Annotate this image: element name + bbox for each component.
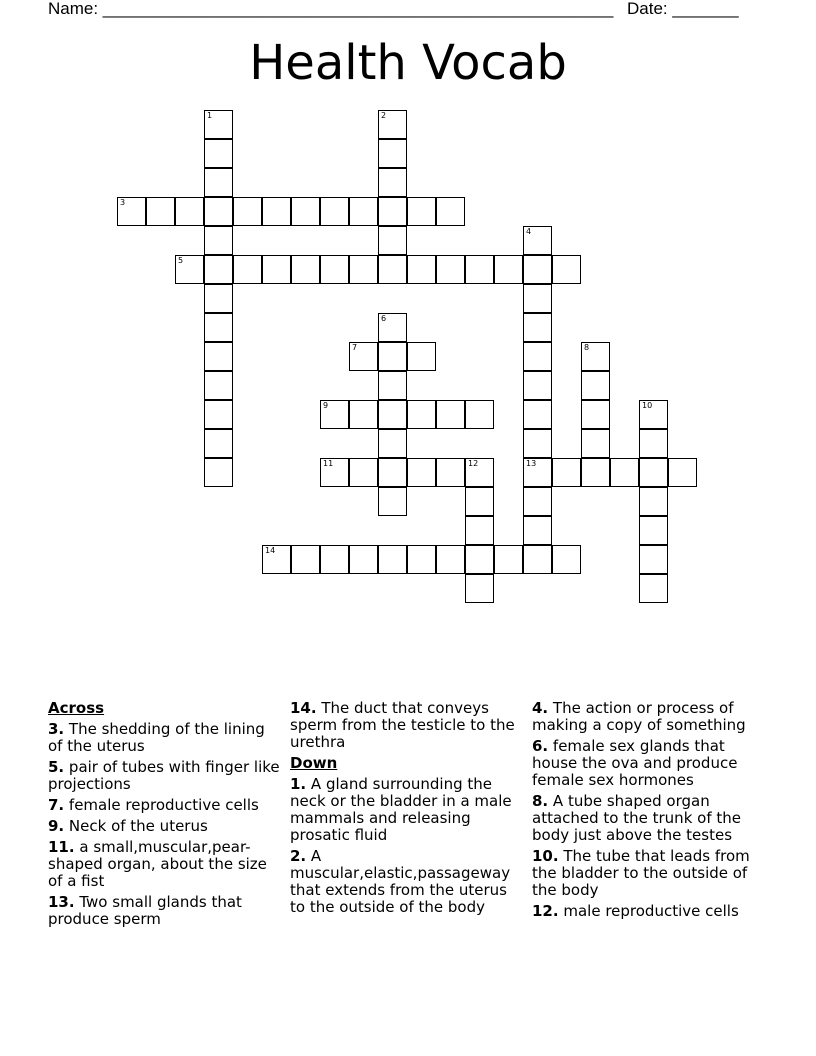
clue-down-1 [290,776,526,844]
grid-cell[interactable] [291,545,320,574]
grid-cell[interactable] [523,545,552,574]
grid-cell[interactable] [175,255,204,284]
clue-number-label: 3 [120,198,126,207]
grid-cell[interactable] [378,168,407,197]
grid-cell[interactable] [291,255,320,284]
grid-cell[interactable] [378,429,407,458]
grid-cell[interactable] [204,197,233,226]
clue-down-8 [532,793,768,844]
grid-cell[interactable] [407,342,436,371]
grid-cell[interactable] [494,255,523,284]
grid-cell[interactable] [436,458,465,487]
clue-number: 1. [290,775,307,793]
grid-cell[interactable] [378,545,407,574]
clue-number: 9. [48,817,65,835]
grid-cell[interactable] [523,371,552,400]
grid-cell[interactable] [465,255,494,284]
clues-column-2 [290,700,526,920]
grid-cell[interactable] [407,458,436,487]
grid-cell[interactable] [320,458,349,487]
clue-number: 5. [48,758,65,776]
clues-column-1 [48,700,284,932]
clue-number-label: 4 [526,227,532,236]
clue-number-label: 9 [323,401,329,410]
grid-cell[interactable] [320,255,349,284]
grid-cell[interactable] [523,429,552,458]
grid-cell[interactable] [552,458,581,487]
clue-number-label: 14 [265,546,276,555]
grid-cell[interactable] [204,342,233,371]
grid-cell[interactable] [465,516,494,545]
grid-cell[interactable] [233,197,262,226]
grid-cell[interactable] [291,197,320,226]
clue-across-3 [48,721,284,755]
grid-cell[interactable] [378,197,407,226]
clue-number: 8. [532,792,549,810]
clue-number-label: 7 [352,343,358,352]
grid-cell[interactable] [494,545,523,574]
grid-cell[interactable] [204,400,233,429]
clue-number: 13. [48,893,75,911]
grid-cell[interactable] [436,197,465,226]
clue-down-2 [290,848,526,916]
grid-cell[interactable] [523,284,552,313]
grid-cell[interactable] [523,516,552,545]
clue-number-label: 8 [584,343,590,352]
grid-cell[interactable] [320,545,349,574]
grid-cell[interactable] [262,255,291,284]
grid-cell[interactable] [407,197,436,226]
grid-cell[interactable] [639,458,668,487]
name-field[interactable]: Name: ______________________________________________________ [48,0,614,18]
clue-text: female reproductive cells [68,796,259,814]
grid-cell[interactable] [581,371,610,400]
across-heading: Across [48,699,105,717]
grid-cell[interactable] [378,139,407,168]
clue-number: 11. [48,838,75,856]
grid-cell[interactable] [117,197,146,226]
clue-number-label: 2 [381,111,387,120]
grid-cell[interactable] [204,371,233,400]
grid-cell[interactable] [262,197,291,226]
grid-cell[interactable] [407,400,436,429]
grid-cell[interactable] [465,545,494,574]
clue-text: female sex glands that house the ova and produce female sex hormones [532,737,738,789]
clue-number: 12. [532,902,559,920]
grid-cell[interactable] [523,400,552,429]
grid-cell[interactable] [378,110,407,139]
grid-cell[interactable] [639,574,668,603]
clue-text: The duct that conveys sperm from the testicle to the urethra [290,699,515,751]
grid-cell[interactable] [204,429,233,458]
grid-cell[interactable] [639,545,668,574]
grid-cell[interactable] [204,284,233,313]
grid-cell[interactable] [262,545,291,574]
clue-across-7 [48,797,284,814]
grid-cell[interactable] [204,313,233,342]
clue-across-5 [48,759,284,793]
clue-text: The action or process of making a copy of something [532,699,746,734]
grid-cell[interactable] [639,487,668,516]
clue-across-14 [290,700,526,751]
clue-text: The tube that leads from the bladder to the outside of the body [532,847,750,899]
clue-number-label: 13 [526,459,537,468]
clue-text: A gland surrounding the neck or the bladder in a male mammals and releasing prosatic fluid [290,775,512,844]
grid-cell[interactable] [523,226,552,255]
grid-cell[interactable] [349,197,378,226]
grid-cell[interactable] [233,255,262,284]
clue-number-label: 11 [323,459,334,468]
page-title: Health Vocab [249,35,567,91]
clue-number-label: 1 [207,111,213,120]
grid-cell[interactable] [610,458,639,487]
grid-cell[interactable] [378,400,407,429]
clue-text: a small,muscular,pear-shaped organ, about the size of a fist [48,838,267,890]
grid-cell[interactable] [581,458,610,487]
grid-cell[interactable] [349,400,378,429]
clue-number-label: 6 [381,314,387,323]
clue-across-9 [48,818,284,835]
grid-cell[interactable] [349,342,378,371]
clue-text: Neck of the uterus [68,817,208,835]
clue-text: male reproductive cells [563,902,739,920]
grid-cell[interactable] [204,255,233,284]
grid-cell[interactable] [668,458,697,487]
grid-cell[interactable] [146,197,175,226]
grid-cell[interactable] [465,458,494,487]
clue-down-10 [532,848,768,899]
clue-number: 7. [48,796,65,814]
grid-cell[interactable] [639,429,668,458]
grid-cell[interactable] [639,400,668,429]
clue-across-11 [48,839,284,890]
grid-cell[interactable] [349,545,378,574]
clue-text: A tube shaped organ attached to the trunk of the body just above the testes [532,792,741,844]
clue-down-12 [532,903,768,920]
clue-text: Two small glands that produce sperm [48,893,242,928]
clues-column-3 [532,700,768,924]
clue-text: pair of tubes with finger like projections [48,758,280,793]
grid-cell[interactable] [378,313,407,342]
grid-cell[interactable] [204,458,233,487]
grid-cell[interactable] [523,458,552,487]
grid-cell[interactable] [204,139,233,168]
clue-number: 3. [48,720,65,738]
grid-cell[interactable] [436,255,465,284]
clue-text: A muscular,elastic,passageway that extends from the uterus to the outside of the body [290,847,511,916]
grid-cell[interactable] [523,313,552,342]
grid-cell[interactable] [320,197,349,226]
grid-cell[interactable] [204,110,233,139]
clue-down-6 [532,738,768,789]
grid-cell[interactable] [436,400,465,429]
clue-number: 10. [532,847,559,865]
grid-cell[interactable] [639,516,668,545]
grid-cell[interactable] [581,342,610,371]
grid-cell[interactable] [204,168,233,197]
grid-cell[interactable] [378,342,407,371]
clue-number: 14. [290,699,317,717]
date-field[interactable]: Date: _______ [627,0,739,18]
grid-cell[interactable] [523,342,552,371]
clue-number: 2. [290,847,307,865]
down-heading: Down [290,754,338,772]
grid-cell[interactable] [465,574,494,603]
grid-cell[interactable] [204,226,233,255]
grid-cell[interactable] [465,400,494,429]
clue-text: The shedding of the lining of the uterus [48,720,265,755]
clue-number: 4. [532,699,549,717]
clue-number-label: 12 [468,459,479,468]
clue-number: 6. [532,737,549,755]
grid-cell[interactable] [523,255,552,284]
grid-cell[interactable] [378,458,407,487]
clue-number-label: 5 [178,256,184,265]
grid-cell[interactable] [581,429,610,458]
grid-cell[interactable] [523,487,552,516]
grid-cell[interactable] [175,197,204,226]
grid-cell[interactable] [407,545,436,574]
grid-cell[interactable] [378,371,407,400]
grid-cell[interactable] [552,545,581,574]
grid-cell[interactable] [349,255,378,284]
grid-cell[interactable] [378,226,407,255]
clue-across-13 [48,894,284,928]
grid-cell[interactable] [320,400,349,429]
grid-cell[interactable] [349,458,378,487]
grid-cell[interactable] [552,255,581,284]
grid-cell[interactable] [378,487,407,516]
grid-cell[interactable] [378,255,407,284]
clue-number-label: 10 [642,401,653,410]
grid-cell[interactable] [436,545,465,574]
grid-cell[interactable] [465,487,494,516]
grid-cell[interactable] [581,400,610,429]
grid-cell[interactable] [407,255,436,284]
clue-down-4 [532,700,768,734]
